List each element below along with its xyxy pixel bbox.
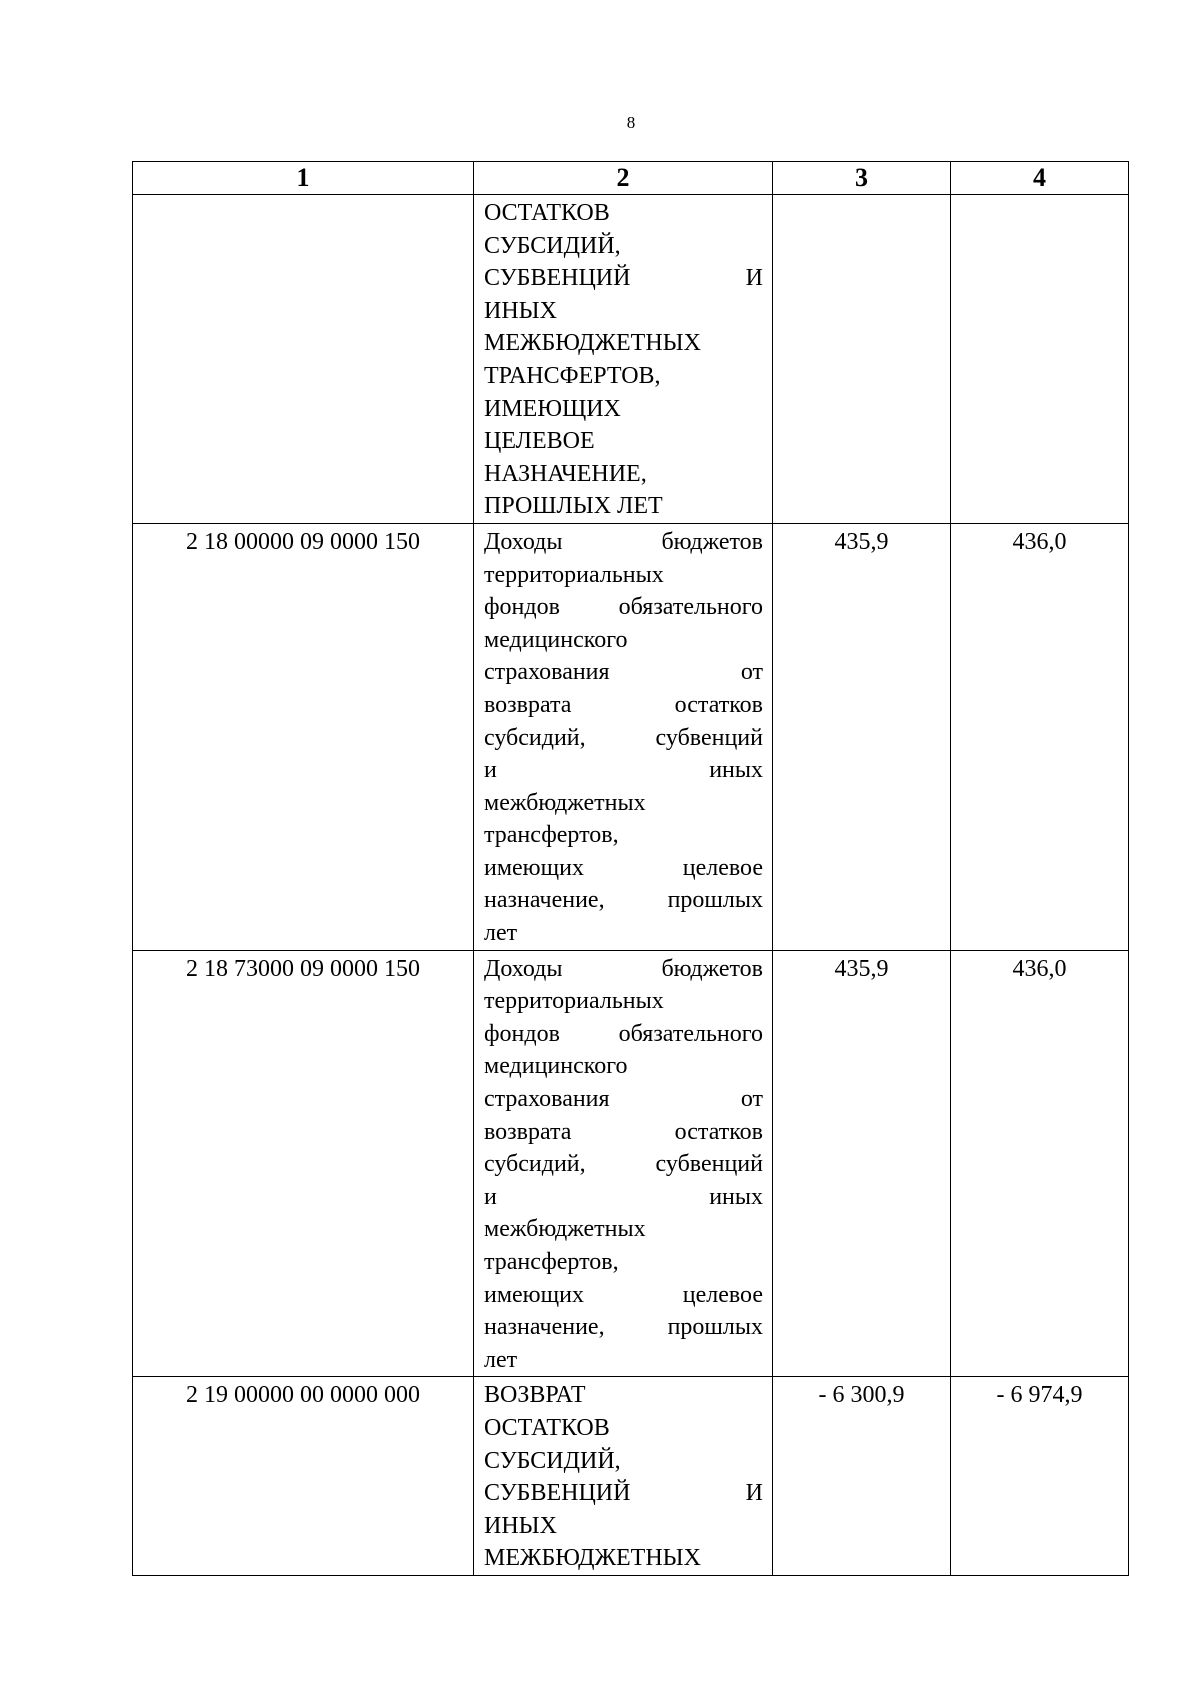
value-cell-col3: 435,9 xyxy=(773,523,951,950)
name-line xyxy=(484,1083,763,1116)
name-word: целевое xyxy=(682,1281,763,1308)
column-header-4: 4 xyxy=(951,162,1129,195)
table-row xyxy=(133,523,1129,950)
column-header-2: 2 xyxy=(474,162,773,195)
name-line xyxy=(484,1116,763,1149)
page-number: 8 xyxy=(626,113,636,132)
value-cell-col4: - 6 974,9 xyxy=(951,1377,1129,1576)
name-word: имеющих xyxy=(484,854,584,881)
code-cell: 2 18 73000 09 0000 150 xyxy=(133,950,474,1377)
name-word: ОСТАТКОВ xyxy=(484,200,610,226)
name-word: территориальных xyxy=(484,561,664,588)
name-line xyxy=(484,591,763,624)
name-line xyxy=(484,1477,763,1510)
name-cell xyxy=(474,950,773,1377)
name-word: СУБВЕНЦИЙ xyxy=(484,1480,631,1507)
value-cell-col4 xyxy=(951,195,1129,524)
name-word: субсидий, xyxy=(484,1151,586,1178)
name-word: ИНЫХ xyxy=(484,297,557,324)
name-word: СУБСИДИЙ, xyxy=(484,232,621,259)
table-header-row xyxy=(133,162,1129,195)
name-line xyxy=(484,559,763,592)
name-line xyxy=(484,1412,763,1445)
name-line xyxy=(484,917,763,950)
name-word: остатков xyxy=(674,691,763,718)
name-word: прошлых xyxy=(667,887,763,914)
name-word: прошлых xyxy=(667,1314,763,1341)
name-line xyxy=(484,1181,763,1214)
name-word: назначение, xyxy=(484,1314,605,1341)
name-word: бюджетов xyxy=(661,528,763,555)
name-line xyxy=(484,852,763,885)
name-word: Доходы xyxy=(484,528,563,555)
name-word: СУБВЕНЦИЙ xyxy=(484,265,631,292)
name-word: страхования xyxy=(484,1086,610,1113)
name-cell xyxy=(474,195,773,524)
name-word: и xyxy=(484,1183,497,1210)
name-word: ВОЗВРАТ xyxy=(484,1382,586,1409)
name-line xyxy=(484,1510,763,1543)
name-word: и xyxy=(484,757,497,784)
name-cell xyxy=(474,523,773,950)
name-line xyxy=(484,787,763,820)
name-word: МЕЖБЮДЖЕТНЫХ xyxy=(484,1545,701,1572)
name-word: от xyxy=(740,1086,763,1113)
name-word: межбюджетных xyxy=(484,1216,646,1243)
name-word: иных xyxy=(709,757,763,784)
name-line xyxy=(484,1246,763,1279)
table-body xyxy=(133,195,1129,1576)
name-word: трансфертов, xyxy=(484,1249,619,1275)
name-word: целевое xyxy=(682,854,763,881)
value-cell-col3: - 6 300,9 xyxy=(773,1377,951,1576)
name-line xyxy=(484,624,763,657)
name-line xyxy=(484,262,763,295)
name-line xyxy=(484,393,763,426)
name-word: страхования xyxy=(484,659,610,686)
name-line xyxy=(484,360,763,393)
name-word: Доходы xyxy=(484,955,563,982)
name-word: И xyxy=(745,1480,763,1507)
name-word: ИМЕЮЩИХ xyxy=(484,395,621,422)
value-cell-col4: 436,0 xyxy=(951,523,1129,950)
name-cell xyxy=(474,1377,773,1576)
name-word: имеющих xyxy=(484,1281,584,1308)
name-word: ТРАНСФЕРТОВ, xyxy=(484,362,661,389)
name-line xyxy=(484,425,763,458)
name-word: бюджетов xyxy=(661,955,763,982)
name-word: возврата xyxy=(484,691,572,718)
name-line xyxy=(484,295,763,328)
name-line xyxy=(484,985,763,1018)
name-word: от xyxy=(740,659,763,686)
name-line xyxy=(484,1311,763,1344)
code-cell xyxy=(133,195,474,524)
name-line xyxy=(484,458,763,491)
name-line xyxy=(484,754,763,787)
name-word: территориальных xyxy=(484,988,664,1015)
name-line xyxy=(484,230,763,263)
name-word: ИНЫХ xyxy=(484,1512,557,1539)
name-word: СУБСИДИЙ, xyxy=(484,1447,621,1474)
name-line xyxy=(484,327,763,360)
name-word: ЦЕЛЕВОЕ xyxy=(484,428,595,455)
value-cell-col3: 435,9 xyxy=(773,950,951,1377)
name-word: межбюджетных xyxy=(484,789,646,816)
name-line xyxy=(484,819,763,852)
name-word: ОСТАТКОВ xyxy=(484,1414,610,1441)
name-word: обязательного xyxy=(618,1020,763,1047)
name-line xyxy=(484,1018,763,1051)
name-word: медицинского xyxy=(484,1053,628,1080)
table-row xyxy=(133,950,1129,1377)
name-word: субсидий, xyxy=(484,724,586,751)
name-word: трансфертов, xyxy=(484,822,619,849)
name-line xyxy=(484,490,763,523)
name-line xyxy=(484,953,763,986)
table-row xyxy=(133,195,1129,524)
name-line xyxy=(484,1213,763,1246)
name-word: остатков xyxy=(674,1118,763,1145)
name-line xyxy=(484,1379,763,1412)
value-cell-col3 xyxy=(773,195,951,524)
name-word: лет xyxy=(484,1346,518,1373)
name-word: иных xyxy=(709,1183,763,1210)
name-line xyxy=(484,197,763,230)
name-word: субвенций xyxy=(655,724,763,751)
column-header-1: 1 xyxy=(133,162,474,195)
name-line xyxy=(484,884,763,917)
name-line xyxy=(484,1542,763,1575)
name-line xyxy=(484,1050,763,1083)
code-cell: 2 18 00000 09 0000 150 xyxy=(133,523,474,950)
name-word: НАЗНАЧЕНИЕ, xyxy=(484,460,647,487)
name-line xyxy=(484,722,763,755)
name-word: фондов xyxy=(484,1020,560,1047)
name-word: фондов xyxy=(484,594,560,621)
name-line xyxy=(484,689,763,722)
name-word: назначение, xyxy=(484,887,605,914)
table-row xyxy=(133,1377,1129,1576)
name-word: лет xyxy=(484,920,518,947)
name-word: ПРОШЛЫХ ЛЕТ xyxy=(484,493,663,520)
name-line xyxy=(484,656,763,689)
name-word: МЕЖБЮДЖЕТНЫХ xyxy=(484,330,701,357)
value-cell-col4: 436,0 xyxy=(951,950,1129,1377)
name-word: возврата xyxy=(484,1118,572,1145)
name-word: субвенций xyxy=(655,1151,763,1178)
code-cell: 2 19 00000 00 0000 000 xyxy=(133,1377,474,1576)
name-word: медицинского xyxy=(484,626,628,653)
column-header-3: 3 xyxy=(773,162,951,195)
name-line xyxy=(484,1279,763,1312)
name-line xyxy=(484,1344,763,1377)
name-line xyxy=(484,1148,763,1181)
name-word: обязательного xyxy=(618,594,763,621)
name-line xyxy=(484,1445,763,1478)
name-word: И xyxy=(745,265,763,292)
name-line xyxy=(484,526,763,559)
budget-table xyxy=(132,161,1129,1576)
